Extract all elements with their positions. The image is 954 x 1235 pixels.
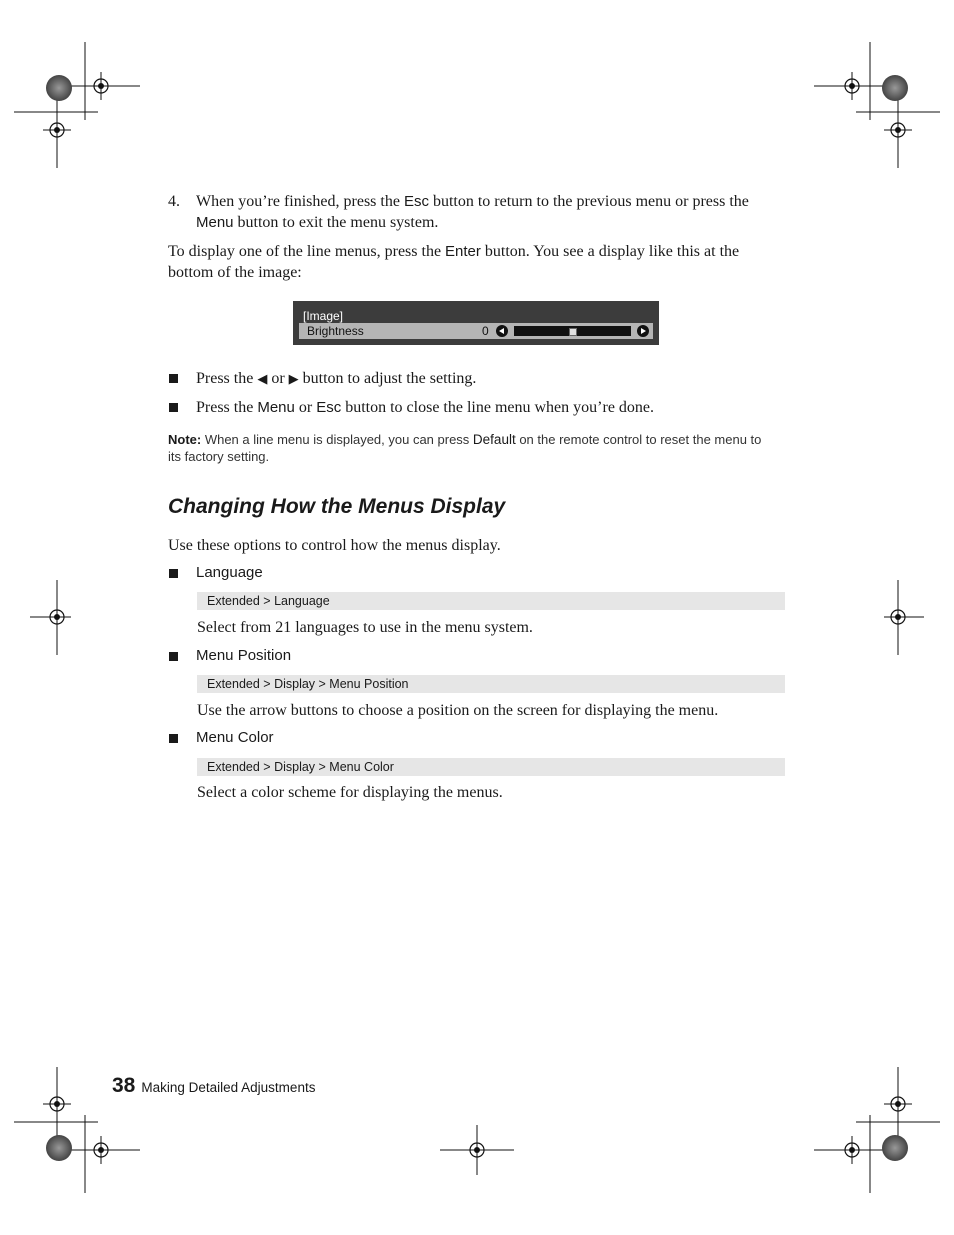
line-menu-intro <box>168 241 783 283</box>
osd-setting-label: Brightness <box>307 324 364 338</box>
page-footer <box>112 1074 315 1098</box>
text: Press the <box>196 370 258 387</box>
text: or <box>267 370 289 387</box>
osd-setting-value: 0 <box>482 324 489 338</box>
option-menu-position <box>168 646 783 668</box>
bullet-adjust-setting <box>168 368 783 390</box>
option-description: Select from 21 languages to use in the menu system. <box>197 619 533 636</box>
bullet-text <box>196 368 786 389</box>
text: on the remote control to reset the menu to its factory setting. <box>168 432 762 464</box>
esc-key-label: Esc <box>316 399 342 416</box>
esc-key-label: Esc <box>403 193 429 210</box>
option-language <box>168 563 783 585</box>
osd-left-arrow-icon <box>496 325 508 337</box>
menu-path: Extended > Display > Menu Color <box>207 760 394 774</box>
option-label: Menu Position <box>196 647 292 664</box>
default-key-label: Default <box>472 432 516 447</box>
section-heading: Changing How the Menus Display <box>168 495 506 518</box>
text: To display one of the line menus, press the <box>168 243 446 260</box>
bullet-text <box>196 397 786 418</box>
osd-right-arrow-icon <box>637 325 649 337</box>
section-intro: Use these options to control how the menus display. <box>168 537 501 554</box>
osd-slider-track <box>514 326 631 336</box>
option-label: Language <box>196 564 263 581</box>
menu-key-label: Menu <box>257 399 295 416</box>
bullet-square-icon <box>169 734 178 743</box>
menu-path-bar <box>197 592 785 610</box>
bullet-square-icon <box>169 403 178 412</box>
menu-path: Extended > Language <box>207 594 330 608</box>
text: button. You see a display like this at the bottom of the image: <box>168 243 740 281</box>
text: button to return to the previous menu or press the <box>428 193 749 210</box>
osd-slider-thumb <box>569 328 577 336</box>
text: or <box>294 399 317 416</box>
text: When you’re finished, press the <box>196 193 404 210</box>
option-description: Select a color scheme for displaying the menus. <box>197 784 503 801</box>
text: button to close the line menu when you’re done. <box>341 399 655 416</box>
bullet-square-icon <box>169 374 178 383</box>
note-label: Note: <box>168 432 202 447</box>
text: When a line menu is displayed, you can press <box>201 432 473 447</box>
menu-path-bar <box>197 758 785 776</box>
right-arrow-icon: ▶ <box>288 371 299 386</box>
menu-path: Extended > Display > Menu Position <box>207 677 409 691</box>
left-arrow-icon: ◀ <box>257 371 268 386</box>
bullet-square-icon <box>169 652 178 661</box>
bullet-square-icon <box>169 569 178 578</box>
chapter-title: Making Detailed Adjustments <box>141 1080 316 1095</box>
enter-key-label: Enter <box>445 243 481 260</box>
option-menu-color <box>168 728 783 750</box>
text: Press the <box>196 399 258 416</box>
menu-path-bar <box>197 675 785 693</box>
bullet-close-line-menu <box>168 397 783 419</box>
menu-key-label: Menu <box>196 214 234 231</box>
line-menu-figure <box>293 301 659 345</box>
step-number: 4. <box>168 193 180 210</box>
option-label: Menu Color <box>196 729 274 746</box>
text: button to adjust the setting. <box>298 370 477 387</box>
text: button to exit the menu system. <box>233 214 439 231</box>
osd-menu-title: [Image] <box>303 309 344 323</box>
note <box>168 431 773 465</box>
step-text <box>196 191 786 233</box>
option-description: Use the arrow buttons to choose a position on the screen for displaying the menu. <box>197 702 719 719</box>
osd-setting-bar <box>299 323 653 339</box>
page-number: 38 <box>112 1074 136 1097</box>
